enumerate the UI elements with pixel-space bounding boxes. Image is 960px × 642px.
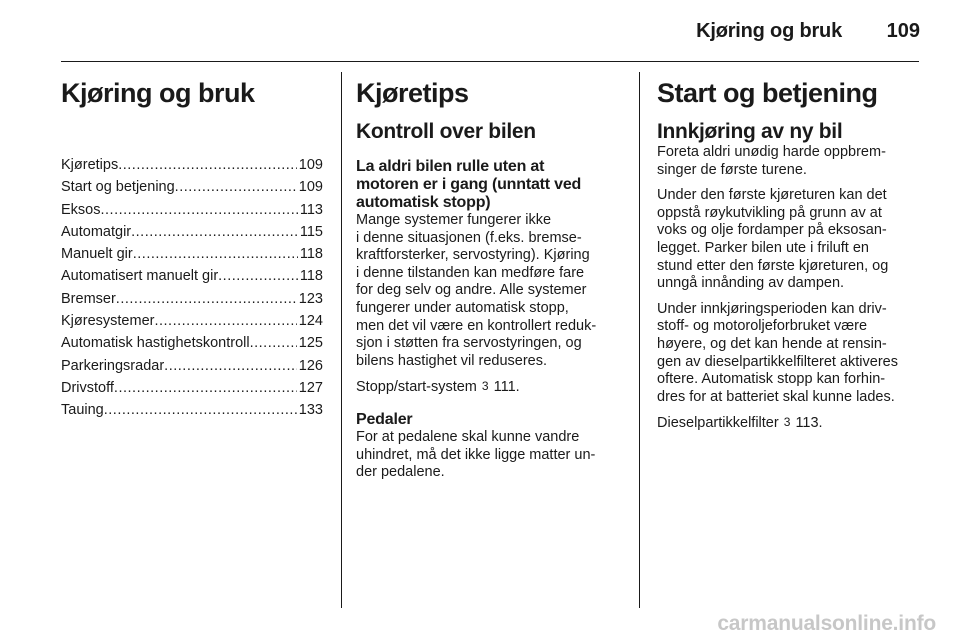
toc-label: Drivstoff — [61, 379, 114, 396]
toc-label: Kjøretips — [61, 157, 119, 173]
pedals-body: For at pedalene skal kunne vandre uhindret, må det ikke ligge matter un- der pedalene. — [356, 428, 596, 481]
table-of-contents — [61, 154, 323, 422]
toc-entry[interactable] — [61, 243, 323, 265]
toc-page: 133 — [298, 402, 323, 419]
start-operation-column — [657, 70, 923, 433]
toc-entry[interactable] — [61, 199, 323, 221]
toc-page: 124 — [298, 313, 323, 330]
toc-page: 125 — [298, 335, 323, 352]
cross-reference[interactable]: Stopp/start-system 3 111. — [356, 379, 520, 396]
column-divider-1 — [341, 72, 342, 608]
toc-page: 113 — [299, 201, 323, 218]
cross-reference[interactable]: Dieselpartikkelfilter 3 113. — [657, 415, 823, 432]
toc-page: 109 — [298, 179, 323, 196]
warning-body: Mange systemer fungerer ikke i denne situasjonen (f.eks. bremse- kraftforsterker, servostyring). Kjøring i denne tilstanden kan medføre fare for deg selv og andre. Alle systemer fungerer under automatisk stopp, men det vil være en kontrollert reduk- sjon i støtten fra servostyringen, og bilens hastighet vil reduseres. — [356, 212, 597, 369]
column-divider-2 — [639, 72, 640, 608]
toc-page: 127 — [298, 379, 323, 396]
page-number: 109 — [886, 20, 920, 42]
toc-leader — [154, 310, 296, 332]
toc-leader — [101, 199, 298, 221]
paragraph: Under innkjøringsperioden kan driv- stoff- og motoroljeforbruket være høyere, og det kan hende at rensin- gen av dieselpartikkelfilteret aktiveres oftere. Automatisk stopp kan forhin- dres for at batteriet skal kunne lades. — [657, 300, 898, 405]
toc-column — [61, 70, 323, 422]
toc-leader — [118, 154, 297, 176]
running-header-title: Kjøring og bruk — [696, 20, 842, 42]
toc-entry[interactable] — [61, 176, 323, 198]
toc-page: 118 — [299, 268, 323, 285]
watermark: carmanualsonline.info — [717, 612, 936, 635]
toc-entry[interactable] — [61, 377, 323, 399]
toc-entry[interactable] — [61, 221, 323, 243]
toc-label: Automatisert manuelt gir — [61, 268, 219, 285]
toc-label: Automatgir — [61, 223, 132, 240]
section-title: Kjøretips — [356, 78, 469, 108]
section-title: Start og betjening — [657, 78, 878, 108]
toc-label: Manuelt gir — [61, 246, 133, 263]
toc-label: Eksos — [61, 201, 101, 218]
pedals-heading: Pedaler — [356, 410, 413, 428]
toc-leader — [175, 176, 297, 198]
toc-page: 118 — [299, 246, 323, 263]
toc-entry[interactable] — [61, 265, 323, 287]
warning-heading: La aldri bilen rulle uten at motoren er i gang (unntatt ved automatisk stopp) — [356, 158, 582, 211]
toc-label: Kjøresystemer — [61, 313, 155, 330]
paragraph: Foreta aldri unødig harde oppbrem- singer de første turene. — [657, 144, 886, 178]
toc-entry[interactable] — [61, 332, 323, 354]
paragraph: Under den første kjøreturen kan det oppstå røykutvikling på grunn av at voks og olje fordamper på eksosan- legget. Parker bilen ute i friluft en stund etter den første kjøreturen, og unngå innånding av dampen. — [657, 187, 889, 292]
toc-page: 126 — [298, 357, 323, 374]
toc-entry[interactable] — [61, 154, 323, 176]
toc-entry[interactable] — [61, 355, 323, 377]
toc-label: Parkeringsradar — [61, 357, 165, 374]
chapter-title: Kjøring og bruk — [61, 78, 255, 108]
toc-leader — [133, 243, 298, 265]
toc-leader — [116, 288, 297, 310]
toc-leader — [250, 332, 297, 354]
toc-leader — [218, 265, 298, 287]
toc-leader — [164, 355, 297, 377]
subsection-title: Innkjøring av ny bil — [657, 120, 843, 143]
toc-leader — [131, 221, 298, 243]
toc-label: Bremser — [61, 290, 116, 307]
toc-entry[interactable] — [61, 399, 323, 421]
toc-entry[interactable] — [61, 310, 323, 332]
driving-tips-column — [356, 70, 620, 482]
toc-page: 115 — [299, 223, 323, 240]
toc-label: Start og betjening — [61, 179, 175, 196]
reference-arrow-icon: 3 — [481, 379, 489, 394]
toc-entry[interactable] — [61, 288, 323, 310]
toc-label: Tauing — [61, 402, 104, 419]
subsection-title: Kontroll over bilen — [356, 120, 536, 143]
reference-arrow-icon: 3 — [783, 415, 791, 430]
toc-page: 123 — [298, 290, 323, 307]
toc-leader — [114, 377, 297, 399]
toc-leader — [104, 399, 297, 421]
header-rule — [61, 61, 919, 62]
toc-label: Automatisk hastighetskontroll — [61, 335, 250, 352]
toc-page: 109 — [298, 157, 323, 173]
